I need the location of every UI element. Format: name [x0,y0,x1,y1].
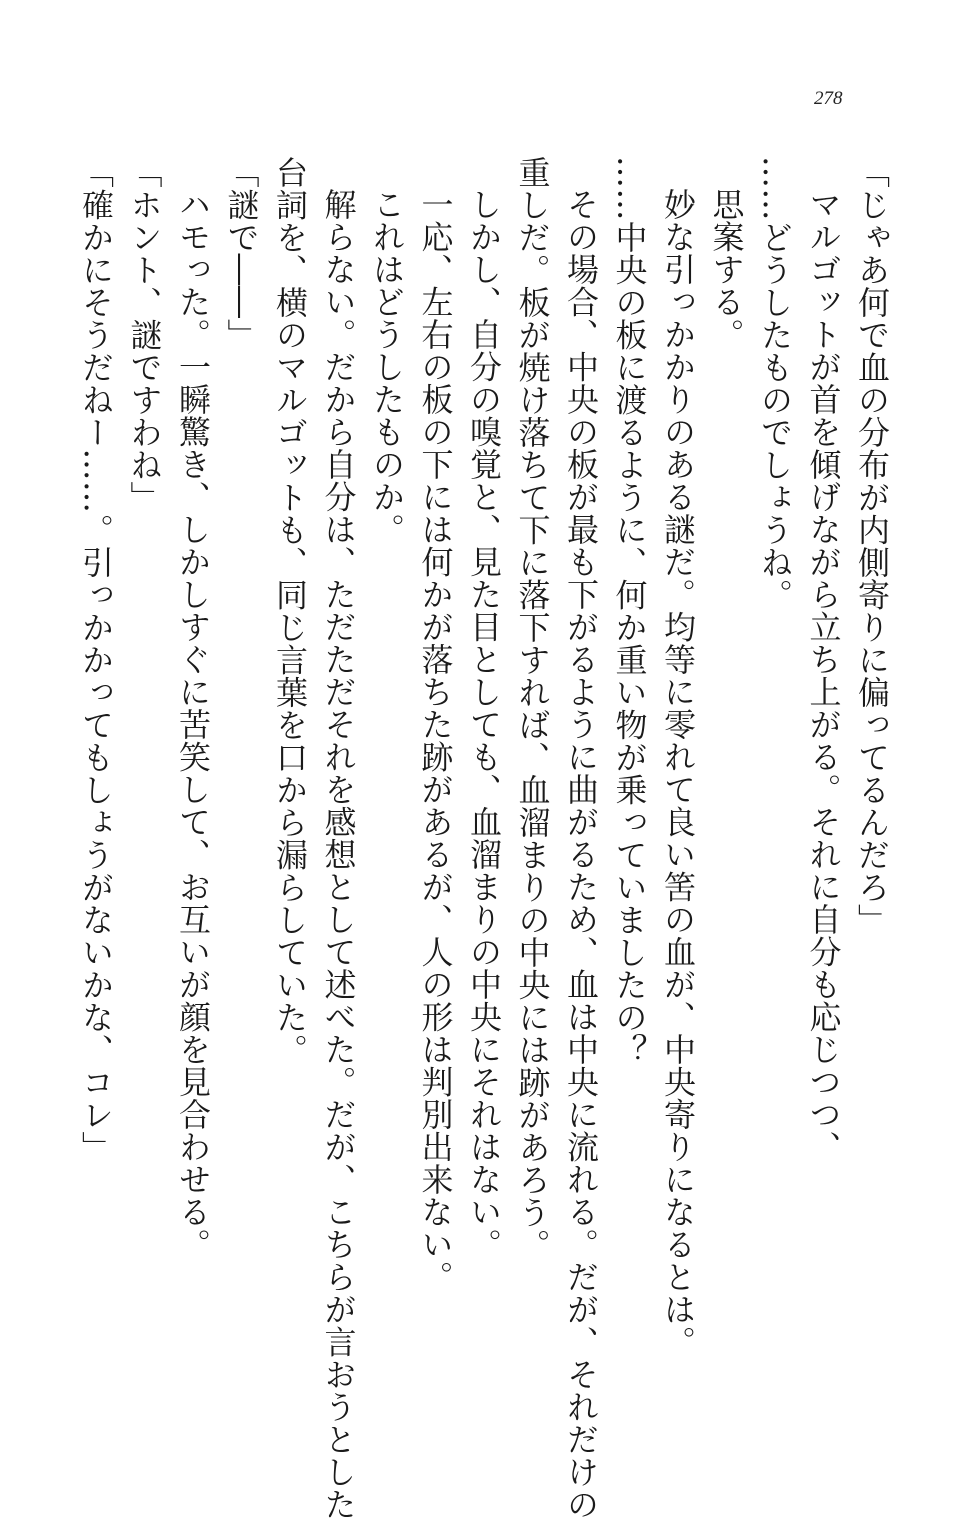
text-line: 解らない。だから自分は、ただただそれを感想として述べた。だが、こちらが言おうとした [319,188,358,1521]
text-line: 一応、左右の板の下には何かが落ちた跡があるが、人の形は判別出来ない。 [416,188,455,1293]
text-line: 「ホント、謎ですわね」 [125,156,164,514]
body-text [77,156,896,1521]
text-line: マルゴットが首を傾げながら立ち上がる。それに自分も応じつつ、 [804,188,843,1163]
text-line: これはどうしたものか。 [368,188,406,546]
page-number: 278 [814,88,843,109]
text-line: 思案する。 [707,188,746,351]
text-line: ……中央の板に渡るように、何か重い物が乗っていましたの？ [610,156,649,1066]
text-line: ハモった。一瞬驚き、しかしすぐに苦笑して、お互いが顔を見合わせる。 [174,188,212,1261]
text-line: 重しだ。板が焼け落ちて下に落下すれば、血溜まりの中央には跡があろう。 [513,156,552,1261]
text-line: 台詞を、横のマルゴットも、同じ言葉を口から漏らしていた。 [271,156,309,1066]
text-line: ……どうしたものでしょうね。 [756,156,794,611]
text-line: その場合、中央の板が最も下がるように曲がるため、血は中央に流れる。だが、それだけの [562,188,600,1521]
text-line: 妙な引っかかりのある謎だ。均等に零れて良い筈の血が、中央寄りになるとは。 [659,188,697,1358]
text-line: 「じゃあ何で血の分布が内側寄りに偏ってるんだろ」 [853,156,891,936]
text-line: 「謎で――」 [222,156,261,351]
text-line: しかし、自分の嗅覚と、見た目としても、血溜まりの中央にそれはない。 [465,188,503,1261]
text-line: 「確かにそうだねー……。引っかかってもしょうがないかな、コレ」 [77,156,115,1164]
